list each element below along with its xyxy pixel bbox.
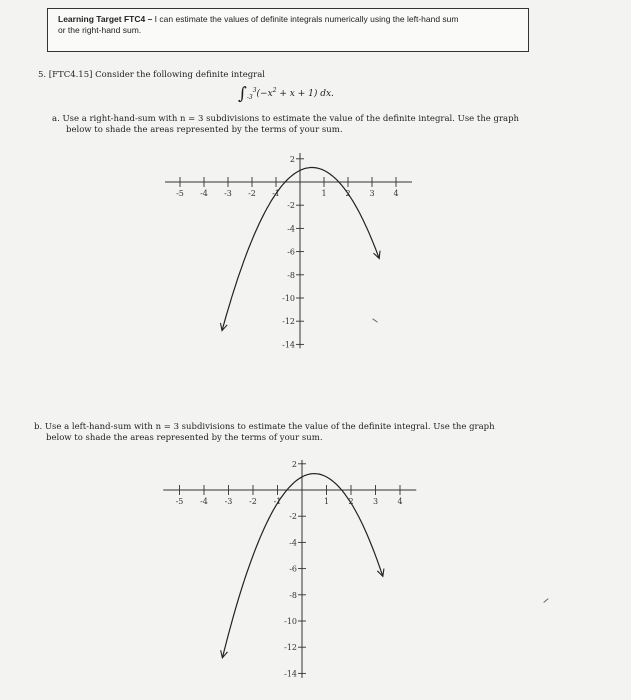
y-tick-label: -8: [289, 590, 297, 600]
x-tick-label: 3: [369, 189, 375, 198]
integral-expression: [238, 84, 334, 104]
integrand: (−x: [256, 89, 273, 99]
x-tick-label: 3: [372, 497, 379, 506]
y-tick-label: -14: [284, 669, 297, 679]
function-curve: [222, 168, 379, 331]
y-tick-label: -10: [282, 294, 295, 303]
x-tick-label: 2: [348, 497, 354, 506]
part-b-line1: b. Use a left-hand-sum with n = 3 subdivisions to estimate the value of the definite integral. Use the graph: [34, 422, 495, 432]
x-tick-label: -3: [224, 189, 232, 198]
y-tick-label: -2: [289, 512, 297, 522]
x-tick-label: -1: [273, 497, 282, 506]
y-tick-label: -6: [287, 247, 295, 257]
function-curve: [222, 474, 382, 658]
x-tick-label: 2: [345, 189, 351, 198]
x-tick-label: -4: [200, 497, 208, 506]
part-b-line2: below to shade the areas represented by the terms of your sum.: [46, 433, 323, 443]
x-tick-label: 1: [323, 497, 330, 506]
x-tick-label: -2: [249, 497, 257, 506]
y-tick-label: -8: [287, 270, 295, 280]
integral-upper-limit: 3: [252, 87, 257, 94]
y-tick-label: -2: [287, 201, 295, 211]
learning-target-label: Learning Target FTC4 –: [58, 14, 153, 24]
part-a-question: [52, 114, 572, 136]
y-tick-label: 2: [289, 154, 295, 164]
x-tick-label: -1: [272, 189, 280, 198]
x-tick-label: -2: [248, 189, 256, 198]
x-tick-label: -5: [176, 189, 184, 198]
y-tick-label: -14: [282, 340, 295, 350]
x-tick-label: -3: [224, 497, 233, 506]
part-a-line1: a. Use a right-hand-sum with n = 3 subdivisions to estimate the value of the definite integral. Use the graph: [52, 114, 520, 124]
y-tick-label: -10: [284, 617, 297, 626]
graph-part-b: [157, 460, 432, 700]
learning-target-desc: I can estimate the values of definite integrals numerically using the left-hand sum: [152, 14, 459, 24]
part-a-line2: below to shade the areas represented by the terms of your sum.: [66, 125, 343, 135]
learning-target-text: [58, 14, 528, 36]
integrand-power: 2: [272, 87, 277, 94]
graph-part-a: [165, 150, 435, 360]
y-tick-label: -6: [289, 564, 297, 574]
x-tick-label: 4: [393, 189, 399, 198]
integrand-rest: + x + 1) dx.: [276, 89, 334, 99]
y-tick-label: -4: [289, 538, 297, 548]
y-tick-label: -4: [287, 224, 295, 234]
y-tick-label: 2: [291, 460, 297, 469]
y-tick-label: -12: [282, 317, 295, 327]
problem-intro: 5. [FTC4.15] Consider the following definite integral: [38, 70, 266, 80]
integral-lower-limit: -3: [246, 93, 253, 101]
x-tick-label: -4: [200, 189, 208, 198]
learning-target-desc-line2: or the right-hand sum.: [58, 25, 142, 35]
x-tick-label: -5: [175, 497, 184, 506]
pen-mark: [543, 598, 548, 603]
part-b-question: [34, 422, 594, 444]
integral-sign: ∫: [238, 84, 247, 104]
y-tick-label: -12: [284, 643, 297, 653]
x-tick-label: 4: [397, 497, 403, 506]
x-tick-label: 1: [321, 189, 327, 198]
